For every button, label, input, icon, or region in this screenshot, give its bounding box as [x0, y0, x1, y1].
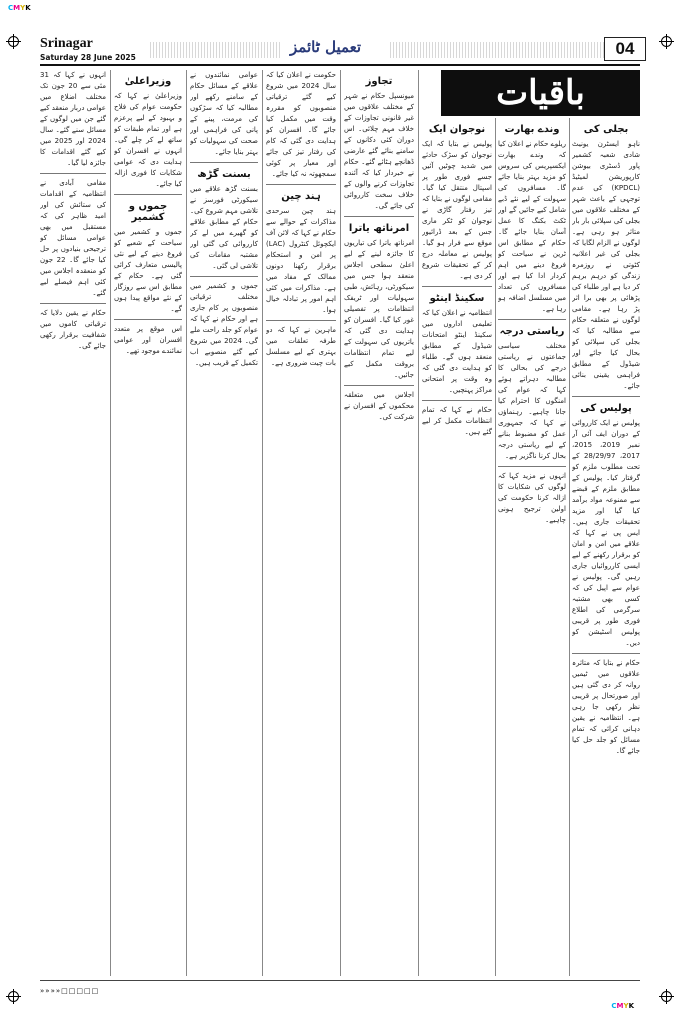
article-text: مقامی آبادی نے انتظامیہ کے اقدامات کی ستائش کی اور امید ظاہر کی کہ مستقبل میں بھی عوامی مسائل کو ترجیحی بنیادوں پر حل کیا جائے گا۔ 22 جون کو منعقدہ اجلاس میں کئی اہم فیصلے لیے گئے۔	[40, 179, 106, 297]
article-text: ریلوے حکام نے اعلان کیا کہ وندے بھارت ایکسپریس کی سروس کو مزید بہتر بنایا جائے گا۔ مسافروں کی سہولت کے لیے نئے ڈبے شامل کیے جائیں گے اور ٹکٹ بکنگ کا عمل آسان بنایا جائے گا۔ حکام کے مطابق اس ٹرین نے سیاحت کو فروغ دینے میں اہم کردار ادا کیا ہے اور مسافروں کی تعداد میں مسلسل اضافہ ہو رہا ہے۔	[498, 140, 566, 313]
column-divider	[186, 70, 187, 976]
headline: پولیس کی	[580, 403, 632, 414]
registration-mark-icon	[661, 991, 672, 1002]
article-text: ناہو ایسٹرن یونیٹ شادی شعبہ کشمیر پاور ڈسٹری بیوشن کارپوریشن لمیٹیڈ (KPDCL) کی عدم توجہی کے باعث شہر کے مختلف علاقوں میں بجلی کی سپلائی بار بار متاثر ہو رہی ہے۔ لوگوں نے الزام لگایا کہ بجلی کی غیر اعلانیہ کٹوتی نے روزمرہ زندگی کو درہم برہم کر دیا ہے اور طلباء کی پڑھائی پر بھی برا اثر پڑ رہا ہے۔ مقامی لوگوں نے متعلقہ حکام سے مطالبہ کیا کہ بجلی کی سپلائی کو بحال کیا جائے اور شیڈول کے مطابق فراہمی یقینی بنائی جائے۔	[572, 140, 640, 390]
column-divider	[262, 70, 263, 976]
page-number: 04	[604, 37, 646, 61]
header-pattern	[390, 42, 610, 58]
column-divider	[569, 118, 570, 976]
footer-rule	[40, 980, 640, 981]
headline: تجاوز	[365, 76, 393, 87]
divider	[114, 319, 182, 320]
city-label: Srinagar	[40, 36, 93, 51]
header-rule	[40, 64, 640, 66]
headline: ریاستی درجہ	[499, 326, 565, 337]
article-text: انہوں نے کہا کہ 31 مئی سے 20 جون تک مختلف اضلاع میں عوامی دربار منعقد کیے گئے جن میں لوگوں کے مسائل سنے گئے۔ سال 2024 اور 2025 میں کیے گئے اقدامات کا جائزہ لیا گیا۔	[40, 71, 106, 167]
article-text: جموں و کشمیر میں مختلف ترقیاتی منصوبوں پر کام جاری ہے اور حکام نے کہا کہ عوام کو جلد راحت ملے گی۔ 2024 میں شروع کیے گئے منصوبے اب تکمیل کے قریب ہیں۔	[190, 282, 258, 367]
headline: بجلی کی	[583, 124, 629, 135]
divider	[190, 276, 258, 277]
header-pattern	[150, 42, 280, 58]
article-text: مختلف سیاسی جماعتوں نے ریاستی درجے کی بحالی کا مطالبہ دہراتے ہوئے کہا کہ عوام کی امنگوں کا احترام کیا جانا چاہیے۔ رہنماؤں نے کہا کہ جمہوری عمل کو مضبوط بنانے کے لیے ریاستی درجہ بحال کرنا ناگزیر ہے۔	[498, 342, 566, 460]
divider	[344, 385, 414, 386]
masthead-logo: تعمیل ٹائمز	[290, 38, 362, 56]
divider	[572, 653, 640, 654]
article-text: ہند چین سرحدی مذاکرات کے حوالے سے حکام نے کہا کہ لائن آف ایکچوئل کنٹرول (LAC) پر امن و استحکام برقرار رکھنا دونوں ممالک کے مفاد میں ہے۔ مذاکرات میں کئی اہم امور پر تبادلہ خیال ہوا۔	[266, 207, 336, 314]
article-text: امرناتھ یاترا کی تیاریوں کا جائزہ لینے کے لیے اعلیٰ سطحی اجلاس منعقد ہوا جس میں سیکورٹی، رہائش، طبی سہولیات اور ٹریفک انتظامات پر تفصیلی غور کیا گیا۔ افسران کو ہدایت دی گئی کہ یاتریوں کی سہولت کے لیے تمام انتظامات بروقت مکمل کیے جائیں۔	[344, 239, 414, 379]
divider	[422, 286, 492, 287]
article-text: پولیس نے ایک کارروائی کے دوران ایف آئی آر نمبر 2019، 2015، 2017، 28/29/97 کے تحت مطلوب ملزم کو گرفتار کیا۔ پولیس کے مطابق ملزم کے قبضے سے ممنوعہ مواد برآمد کیا گیا اور مزید تحقیقات جاری ہیں۔ ایس پی نے کہا کہ علاقے میں امن و امان کو برقرار رکھنے کے لیے ایسی کارروائیاں جاری رہیں گی۔ پولیس نے عوام سے اپیل کی کہ کسی بھی مشتبہ سرگرمی کی اطلاع فوری طور پر قریبی پولیس اسٹیشن کو دیں۔	[572, 419, 640, 647]
divider	[422, 400, 492, 401]
divider	[498, 466, 566, 467]
article-column	[40, 70, 106, 976]
footer-marks: »»»»□□□□□	[40, 987, 100, 995]
divider	[40, 303, 106, 304]
headline: بسنت گڑھ	[197, 169, 251, 180]
headline: نوجوان ایک	[428, 124, 486, 135]
headline: سکینڈ اینٹو	[429, 293, 485, 304]
article-text: میونسپل حکام نے شہر کے مختلف علاقوں میں غیر قانونی تجاوزات کے خلاف مہم چلائی۔ اس دوران کئی دکانوں کے سامنے بنائے گئے عارضی ڈھانچے ہٹائے گئے۔ حکام نے خبردار کیا کہ آئندہ تجاوزات کرنے والوں کے خلاف سخت کارروائی کی جائے گی۔	[344, 92, 414, 210]
article-text: اجلاس میں متعلقہ محکموں کے افسران نے شرکت کی۔	[344, 391, 414, 421]
article-text: انہوں نے مزید کہا کہ لوگوں کی شکایات کا ازالہ کرنا حکومت کی اولین ترجیح ہونی چاہیے۔	[498, 472, 566, 524]
cmyk-color-bar-bottom: CMYK	[611, 1002, 634, 1010]
divider	[40, 173, 106, 174]
divider	[572, 396, 640, 397]
section-banner: باقیات	[441, 70, 640, 116]
article-text: حکام نے کہا کہ تمام انتظامات مکمل کر لیے گئے ہیں۔	[422, 406, 492, 436]
headline: امرناتھ یاترا	[348, 223, 410, 234]
article-column	[422, 118, 492, 976]
article-column	[190, 70, 258, 976]
article-text: حکام نے یقین دلایا کہ ترقیاتی کاموں میں شفافیت برقرار رکھی جائے گی۔	[40, 309, 106, 350]
registration-mark-icon	[8, 36, 19, 47]
article-column	[572, 118, 640, 976]
article-text: اس موقع پر متعدد افسران اور عوامی نمائندے موجود تھے۔	[114, 325, 182, 355]
divider	[190, 162, 258, 163]
article-text: عوامی نمائندوں نے علاقے کے مسائل حکام کے سامنے رکھے اور مطالبہ کیا کہ سڑکوں کی مرمت، پینے کے پانی کی فراہمی اور صحت کی سہولیات کو بہتر بنایا جائے۔	[190, 71, 258, 156]
headline: وزیراعلیٰ	[124, 76, 172, 87]
article-text: حکام نے بتایا کہ متاثرہ علاقوں میں ٹیمیں روانہ کر دی گئی ہیں اور صورتحال پر قریبی نظر رکھی جا رہی ہے۔ انتظامیہ نے یقین دہانی کرائی کہ تمام مسائل کو جلد حل کیا جائے گا۔	[572, 659, 640, 755]
article-text: بسنت گڑھ علاقے میں سیکورٹی فورسز نے تلاشی مہم شروع کی۔ حکام کے مطابق علاقے کو گھیرے میں لے کر کارروائی کی گئی اور مشتبہ مقامات کی تلاشی لی گئی۔	[190, 185, 258, 270]
divider	[266, 184, 336, 185]
divider	[498, 319, 566, 320]
article-column	[498, 118, 566, 976]
article-text: جموں و کشمیر میں سیاحت کے شعبے کو فروغ دینے کے لیے نئی پالیسی متعارف کرائی گئی ہے۔ حکام کے مطابق اس سے روزگار کے نئے مواقع پیدا ہوں گے۔	[114, 228, 182, 313]
page-header	[40, 38, 640, 64]
article-column	[114, 70, 182, 976]
registration-mark-icon	[8, 991, 19, 1002]
date-label: Saturday 28 June 2025	[40, 53, 136, 62]
column-divider	[340, 70, 341, 976]
column-divider	[110, 70, 111, 976]
article-text: پولیس نے بتایا کہ ایک نوجوان کو سڑک حادثے میں شدید چوٹیں آئیں جسے فوری طور پر اسپتال منتقل کیا گیا۔ مقامی لوگوں نے بتایا کہ تیز رفتار گاڑی نے نوجوان کو ٹکر ماری جس کے بعد ڈرائیور موقع سے فرار ہو گیا۔ پولیس نے معاملہ درج کر کے تحقیقات شروع کر دی ہے۔	[422, 140, 492, 280]
article-column	[266, 70, 336, 976]
headline: وندے بھارت	[504, 124, 560, 135]
article-text: ماہرین نے کہا کہ دو طرفہ تعلقات میں بہتری کے لیے مسلسل بات چیت ضروری ہے۔	[266, 326, 336, 367]
headline: جموں و کشمیر	[128, 201, 168, 223]
article-text: حکومت نے اعلان کیا کہ سال 2024 میں شروع کیے گئے ترقیاتی منصوبوں کو مقررہ وقت میں مکمل کیا جائے گا۔ افسران کو ہدایت دی گئی کہ کام کی رفتار تیز کی جائے اور معیار پر کوئی سمجھوتہ نہ کیا جائے۔	[266, 71, 336, 178]
divider	[114, 194, 182, 195]
column-divider	[418, 70, 419, 976]
headline: ہند چین	[281, 191, 321, 202]
column-divider	[495, 118, 496, 976]
article-text: انتظامیہ نے اعلان کیا کہ تعلیمی اداروں میں سکینڈ اینٹو امتحانات شیڈول کے مطابق منعقد ہوں گے۔ طلباء کو ہدایت دی گئی کہ وہ وقت پر امتحانی مراکز پہنچیں۔	[422, 309, 492, 394]
divider	[344, 216, 414, 217]
divider	[266, 320, 336, 321]
registration-mark-icon	[661, 36, 672, 47]
article-text: وزیراعلیٰ نے کہا کہ حکومت عوام کی فلاح و بہبود کے لیے پرعزم ہے اور تمام طبقات کو ساتھ لے کر چلے گی۔ انہوں نے افسران کو ہدایت دی کہ عوامی شکایات کا فوری ازالہ کیا جائے۔	[114, 92, 182, 188]
cmyk-color-bar-top: CMYK	[8, 4, 31, 12]
article-column	[344, 70, 414, 976]
